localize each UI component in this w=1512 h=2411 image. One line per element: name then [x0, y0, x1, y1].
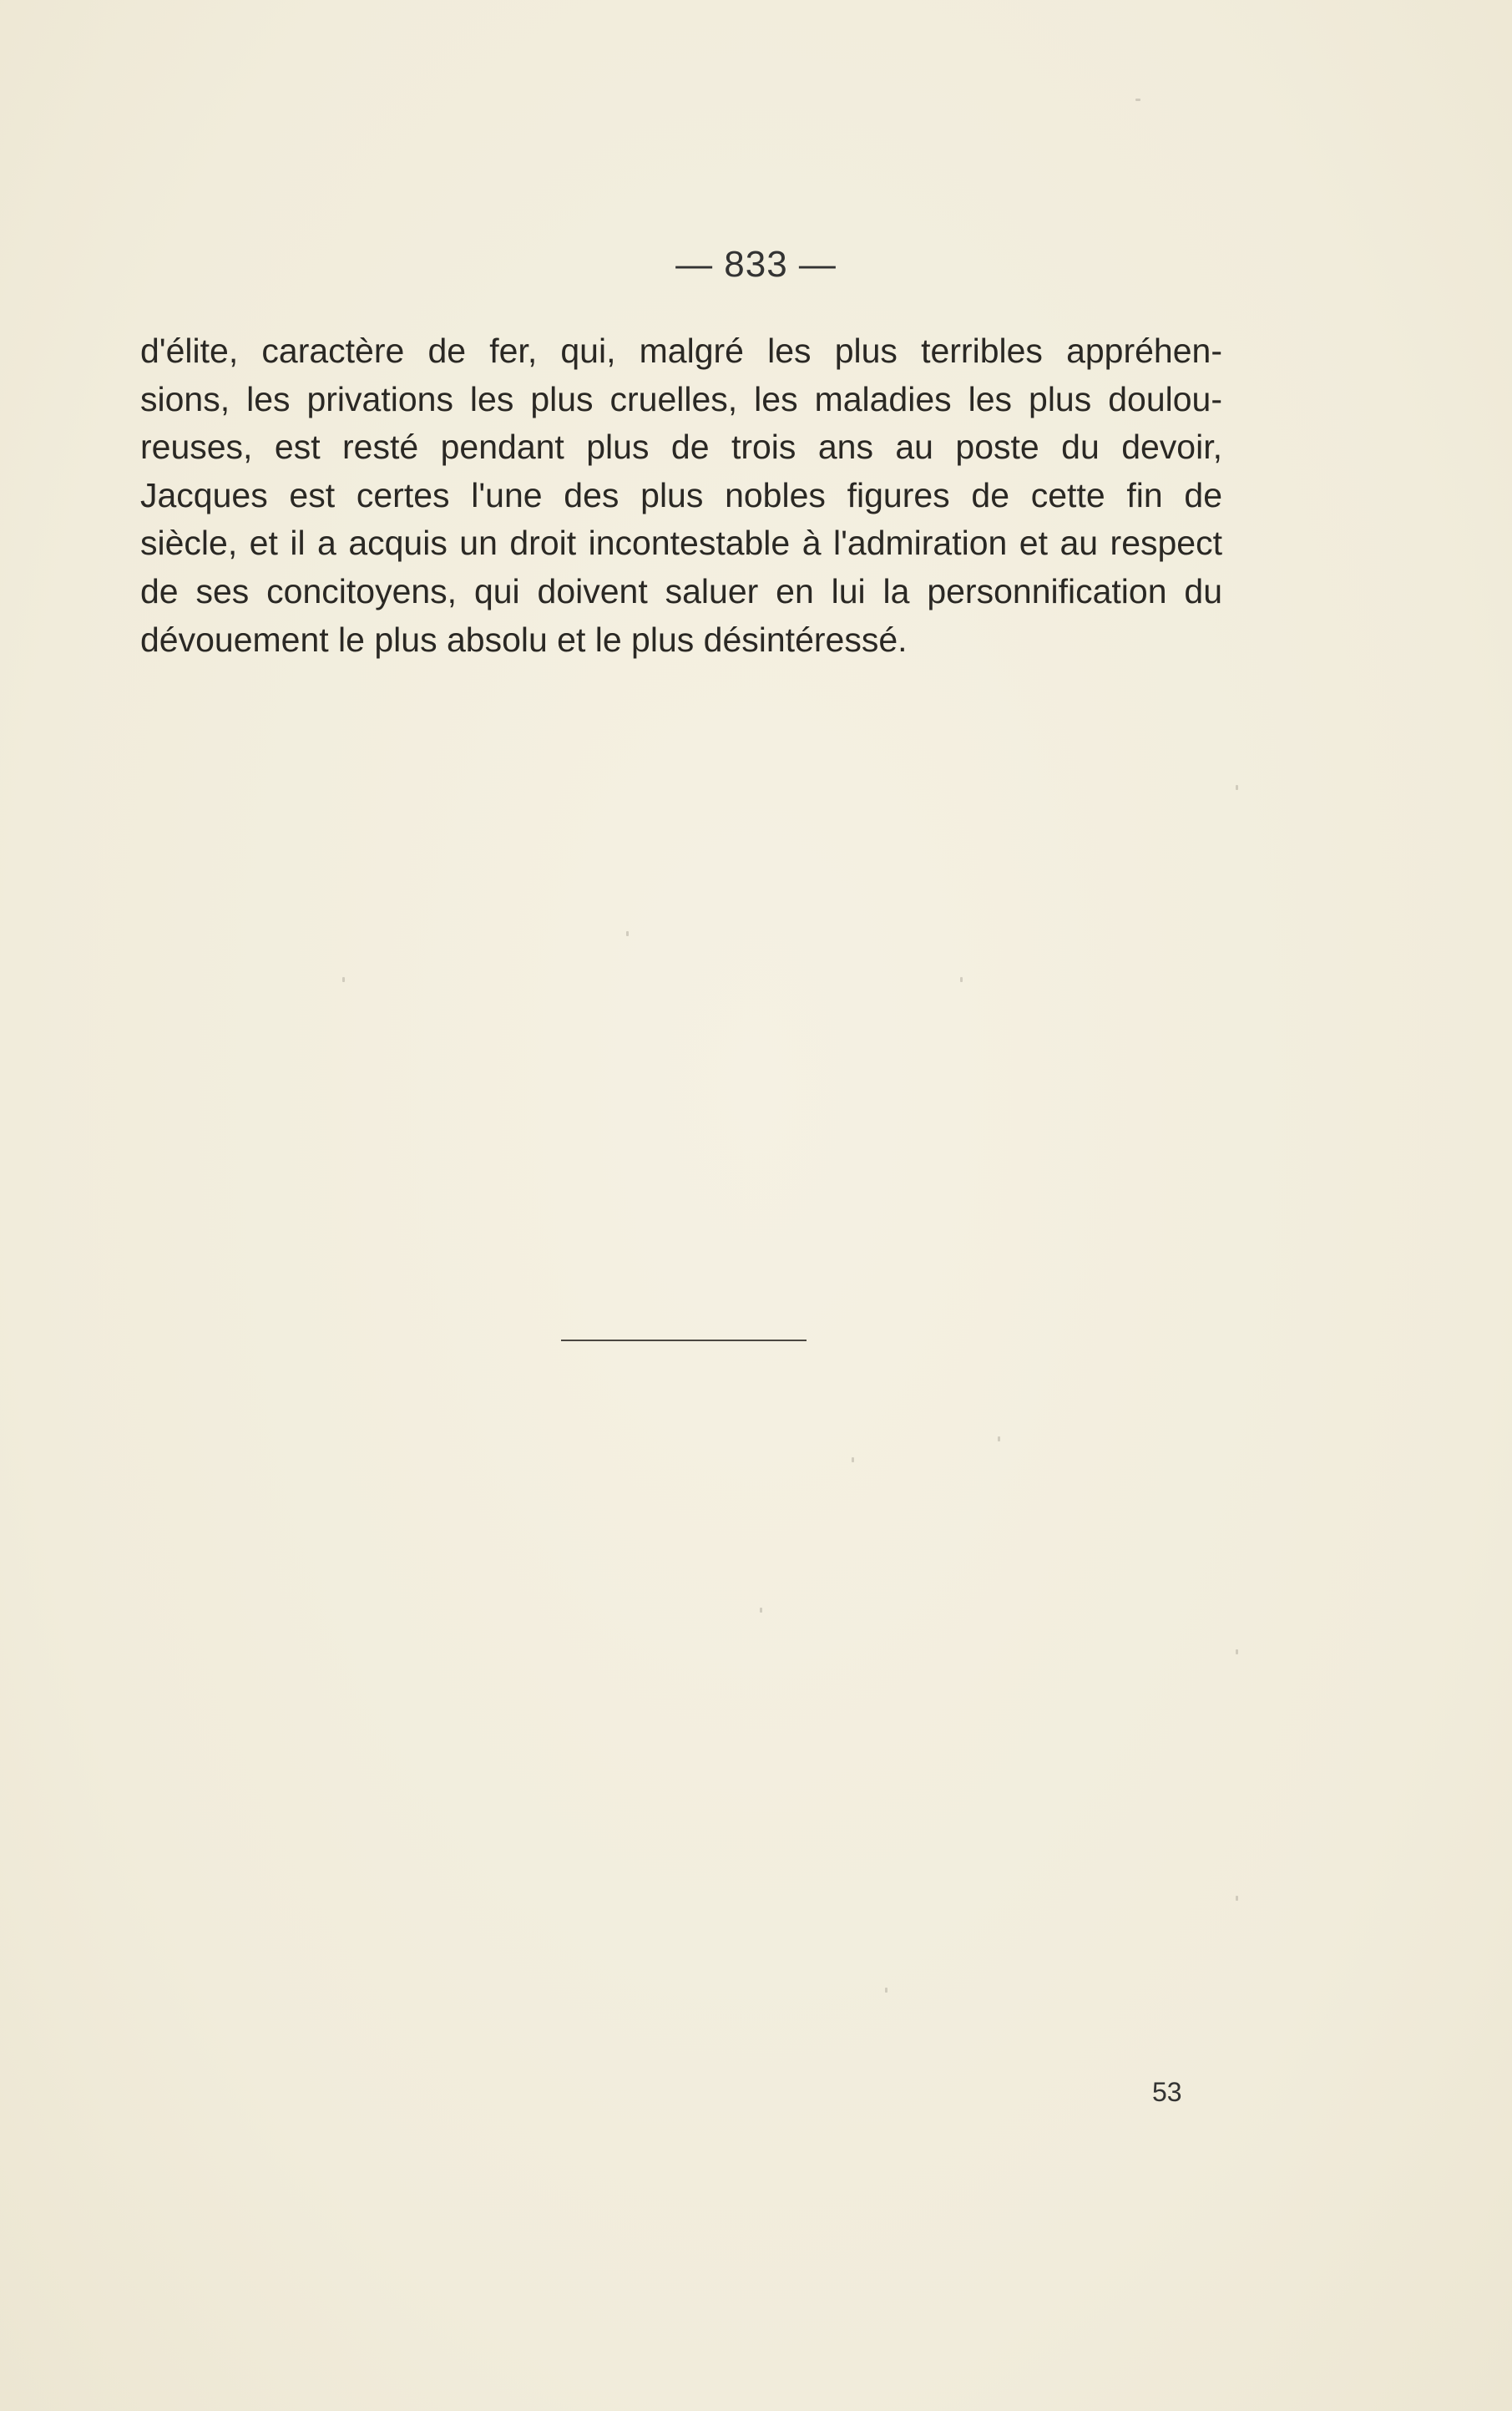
paragraph-line: siècle, et il a acquis un droit incontestable à l'admiration et au respect — [140, 524, 1222, 563]
paper-speck — [1135, 99, 1140, 101]
paper-speck — [1236, 1896, 1238, 1901]
paper-speck — [852, 1457, 854, 1462]
section-divider — [561, 1340, 807, 1341]
paper-speck — [1236, 785, 1238, 790]
paragraph-line: Jacques est certes l'une des plus nobles figures de cette fin de — [140, 475, 1222, 514]
paragraph-line: sions, les privations les plus cruelles, les maladies les plus doulou- — [140, 379, 1222, 418]
paper-speck — [342, 977, 345, 982]
paragraph-line: dévouement le plus absolu et le plus désintéressé. — [140, 620, 908, 659]
paper-speck — [1236, 1649, 1238, 1654]
paragraph-line: de ses concitoyens, qui doivent saluer en lui la personnification du — [140, 571, 1222, 610]
paper-speck — [760, 1608, 762, 1613]
page-number: — 833 — — [675, 244, 837, 285]
paper-speck — [960, 977, 963, 982]
paper-speck — [998, 1436, 1000, 1441]
paragraph-line: reuses, est resté pendant plus de trois ans au poste du devoir, — [140, 428, 1222, 467]
body-paragraph — [140, 327, 1222, 664]
paragraph-line: d'élite, caractère de fer, qui, malgré les plus terribles appréhen- — [140, 332, 1222, 370]
paper-speck — [626, 931, 629, 936]
signature-mark: 53 — [1152, 2077, 1182, 2107]
paper-speck — [885, 1988, 887, 1993]
